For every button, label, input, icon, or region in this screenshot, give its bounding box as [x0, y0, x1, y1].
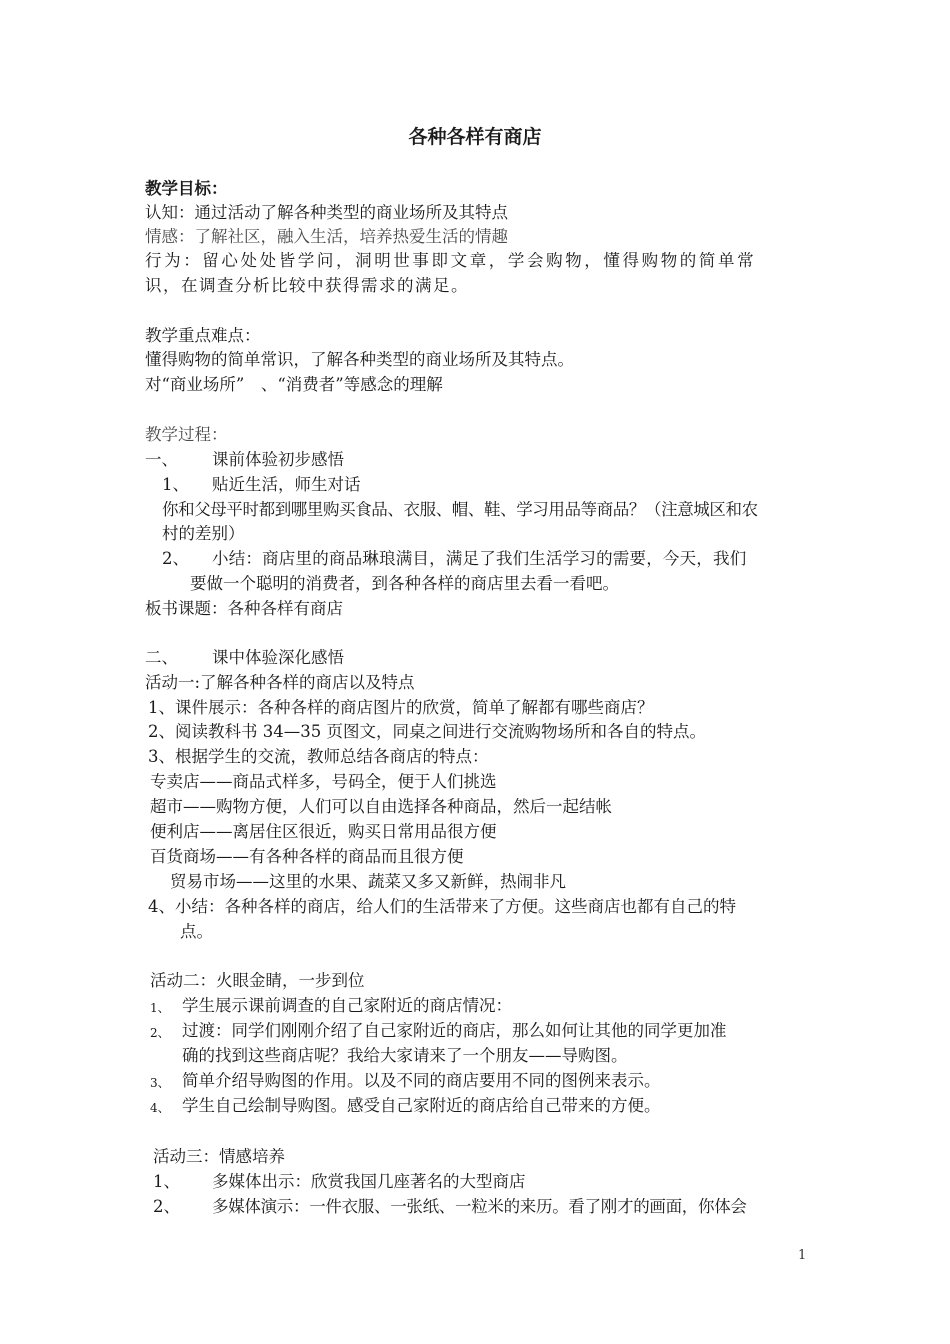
part1-label: 课前体验初步感悟: [212, 450, 344, 469]
activity2-item2-line2: 确的找到这些商店呢？我给大家请来了一个朋友——导购图。: [182, 1046, 628, 1065]
part1-step2-line1: 小结：商店里的商品琳琅满目，满足了我们生活学习的需要，今天，我们: [212, 549, 747, 568]
goal-behavior-line2: 识，在调查分析比较中获得需求的满足。: [145, 276, 469, 295]
store-specialty: 专卖店——商品式样多，号码全，便于人们挑选: [150, 772, 497, 791]
activity1-item1: 1、课件展示：各种各样的商店图片的欣赏，简单了解都有哪些商店？: [148, 698, 654, 717]
process-heading: 教学过程：: [145, 425, 228, 444]
keypoints-line2: 对“商业场所” 、“消费者”等感念的理解: [145, 375, 443, 394]
goal-behavior-line1: 行为：留心处处皆学问，洞明世事即文章，学会购物，懂得购物的简单常: [145, 251, 757, 270]
activity2-item3: 简单介绍导购图的作用。以及不同的商店要用不同的图例来表示。: [182, 1071, 661, 1090]
part1-step1-number: 1、: [162, 475, 189, 494]
part2-label: 课中体验深化感悟: [212, 648, 344, 667]
goals-heading: 教学目标：: [145, 179, 228, 198]
activity2-number4: 4、: [150, 1101, 170, 1115]
activity2-item2-line1: 过渡：同学们刚刚介绍了自己家附近的商店，那么如何让其他的同学更加准: [182, 1021, 727, 1040]
activity1-item4-line1: 4、小结：各种各样的商店，给人们的生活带来了方便。这些商店也都有自己的特: [148, 897, 736, 916]
activity3-number2: 2、: [153, 1197, 180, 1216]
part1-question-line1: 你和父母平时都到哪里购买食品、衣服、帽、鞋、学习用品等商品？（注意城区和农: [162, 500, 758, 519]
activity2-number3: 3、: [150, 1076, 170, 1090]
activity3-item1: 多媒体出示：欣赏我国几座著名的大型商店: [212, 1172, 526, 1191]
store-convenience: 便利店——离居住区很近，购买日常用品很方便: [150, 822, 497, 841]
activity2-item4: 学生自己绘制导购图。感受自己家附近的商店给自己带来的方便。: [182, 1096, 661, 1115]
page-number: 1: [798, 1248, 807, 1263]
activity2-item1: 学生展示课前调查的自己家附近的商店情况：: [182, 996, 512, 1015]
activity2-heading: 活动二：火眼金睛，一步到位: [150, 971, 365, 990]
activity1-heading: 活动一:了解各种各样的商店以及特点: [145, 673, 415, 692]
store-department: 百货商场——有各种各样的商品而且很方便: [150, 847, 464, 866]
keypoints-line1: 懂得购物的简单常识，了解各种类型的商业场所及其特点。: [145, 350, 574, 369]
activity1-item4-line2: 点。: [180, 922, 213, 941]
part1-step1-label: 贴近生活，师生对话: [212, 475, 361, 494]
activity2-number2: 2、: [150, 1026, 170, 1040]
goal-cognition: 认知：通过活动了解各种类型的商业场所及其特点: [145, 203, 508, 222]
document-title: 各种各样有商店: [408, 126, 542, 148]
keypoints-heading: 教学重点难点：: [145, 326, 261, 345]
store-supermarket: 超市——购物方便，人们可以自由选择各种商品，然后一起结帐: [150, 797, 612, 816]
activity1-item2: 2、阅读教科书 34—35 页图文，同桌之间进行交流购物场所和各自的特点。: [148, 722, 706, 741]
part2-number: 二、: [145, 648, 178, 667]
board-title: 板书课题：各种各样有商店: [145, 599, 343, 618]
part1-number: 一、: [145, 450, 178, 469]
activity3-number1: 1、: [153, 1172, 180, 1191]
part1-step2-number: 2、: [162, 549, 189, 568]
store-market: 贸易市场——这里的水果、蔬菜又多又新鲜，热闹非凡: [170, 872, 566, 891]
goal-emotion: 情感：了解社区，融入生活，培养热爱生活的情趣: [145, 227, 508, 246]
activity2-number1: 1、: [150, 1001, 170, 1015]
part1-step2-line2: 要做一个聪明的消费者，到各种各样的商店里去看一看吧。: [190, 574, 619, 593]
activity3-item2: 多媒体演示：一件衣服、一张纸、一粒米的来历。看了刚才的画面，你体会: [212, 1197, 747, 1216]
activity3-heading: 活动三：情感培养: [153, 1147, 285, 1166]
part1-question-line2: 村的差别）: [162, 524, 245, 543]
activity1-item3: 3、根据学生的交流，教师总结各商店的特点：: [148, 747, 489, 766]
